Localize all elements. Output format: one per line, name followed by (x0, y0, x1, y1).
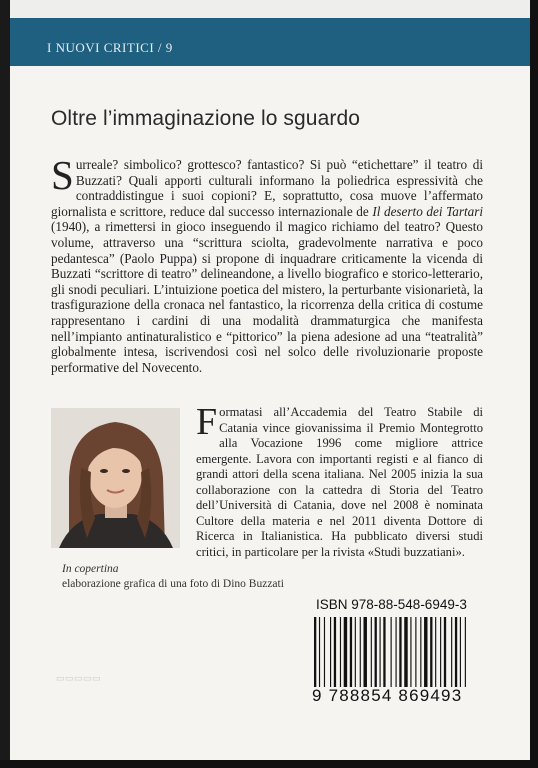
barcode-bar (460, 617, 461, 687)
blurb-paragraph (51, 152, 484, 375)
barcode (312, 617, 492, 687)
barcode-bar (410, 617, 411, 687)
barcode-bar (424, 617, 427, 687)
barcode-bar (375, 617, 377, 687)
barcode-bar (451, 617, 452, 687)
bio-dropcap: F (196, 401, 218, 443)
price-stamp-watermark: ▭▭▭▭▭ (56, 673, 102, 683)
scan-edge-right (530, 0, 538, 768)
barcode-bar (430, 617, 432, 687)
barcode-digits: 9 788854 869493 (312, 686, 463, 705)
barcode-bar (334, 617, 336, 687)
barcode-bar (399, 617, 401, 687)
blurb-dropcap: S (51, 152, 74, 198)
bio-text: ormatasi all’Accademia del Teatro Stabile di Catania vince giovanissima il Premio Montegrotto alla Vocazione 1996 come migliore attrice emergente. Lavora con importanti registi e al fianco di grandi attori della scena italiana. Nel 2005 inizia la sua collaborazione con la cattedra di Storia del Teatro dell’Università di Catania, dove nel 2008 è nominata Cultore della materia e nel 2011 diventa Dottore di Ricerca in Italianistica. Ha pubblicato diversi studi critici, in particolare per la rivista «Studi buzzatiani». (196, 405, 483, 559)
barcode-bar (364, 617, 367, 687)
barcode-bar (383, 617, 385, 687)
cover-label: In copertina (62, 563, 119, 575)
barcode-bar (340, 617, 341, 687)
barcode-bar (330, 617, 331, 687)
barcode-bar (455, 617, 457, 687)
barcode-bar (380, 617, 381, 687)
barcode-bar (324, 617, 325, 687)
top-strip (10, 0, 530, 18)
barcode-bar (465, 617, 466, 687)
barcode-bar (391, 617, 392, 687)
blurb-title-italic: Il deserto dei Tartari (372, 203, 484, 219)
blurb-text-b: (1940), a rimettersi in gioco inseguendo il magico richiamo del teatro? Questo volume, attraverso una “scrittura sciolta, gradevolmente narrativa e poco pedantesca” (Paolo Puppa) si propone di inquadrare criticamente la vicenda di Buzzati “scrittore di teatro” delineandone, a livello biografico e storico-letterario, gli snodi peculiari. L’intuizione poetica del mistero, la perturbante visionarietà, la trasfigurazione della cronaca nel fantastico, la ricorrenza della critica di costume rappresentano i cardini di una modalità drammaturgica che manifesta nell’impianto antinaturalistico e “pittorico” la piena adesione ad una “teatralità” globalmente intesa, iscrivendosi così nel solco delle rivoluzionarie proposte performative del Novecento. (51, 219, 483, 375)
barcode-bar (360, 617, 361, 687)
scan-edge-bottom (0, 760, 538, 768)
barcode-bar (314, 617, 316, 687)
barcode-bar (444, 617, 446, 687)
barcode-bar (440, 617, 441, 687)
barcode-bar (415, 617, 416, 687)
cover-credit: elaborazione grafica di una foto di Dino Buzzati (62, 578, 284, 590)
barcode-bar (371, 617, 372, 687)
series-label: I NUOVI CRITICI / 9 (47, 40, 173, 55)
barcode-bar (435, 617, 436, 687)
isbn-label: ISBN 978-88-548-6949-3 (316, 597, 467, 612)
barcode-bar (319, 617, 320, 687)
barcode-bar (420, 617, 421, 687)
book-tagline: Oltre l’immaginazione lo sguardo (51, 107, 361, 130)
author-photo (51, 408, 180, 548)
author-portrait-image (51, 408, 180, 548)
back-cover (10, 0, 531, 760)
barcode-bar (344, 617, 347, 687)
author-bio (196, 401, 483, 560)
blurb-text-a: urreale? simbolico? grottesco? fantastico? Si può “etichettare” il teatro di Buzzati? Quali apporti culturali informano la poliedrica espressività che contraddistingue i suoi copioni? E, soprattutto, cosa muove l’affermato giornalista e scrittore, reduce dal successo internazionale de (51, 157, 483, 219)
barcode-bar (396, 617, 397, 687)
barcode-bar (350, 617, 352, 687)
barcode-bar (355, 617, 356, 687)
barcode-bar (404, 617, 407, 687)
